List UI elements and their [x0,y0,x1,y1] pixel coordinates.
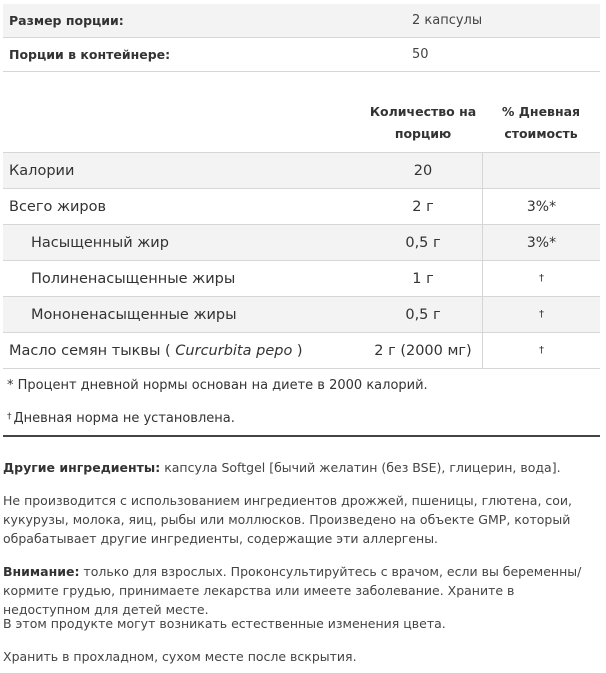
table-row [3,297,600,333]
nutrient-name: Всего жиров [9,198,107,215]
table-row [3,153,600,189]
nutrient-daily-value: † [482,297,600,332]
nutrient-name: Масло семян тыквы ( Curcurbita pepo ) [9,342,303,359]
storage-note: Хранить в прохладном, сухом месте после вскрытия. [3,649,357,664]
nutrient-daily-value [482,153,600,188]
table-header [3,92,600,153]
nutrient-daily-value: 3%* [482,225,600,260]
other-ingredients: Другие ингредиенты: капсула Softgel [бычий желатин (без BSE), глицерин, вода]. [3,460,561,475]
nutrient-name: Мононенасыщенные жиры [31,306,237,323]
nutrient-amount: 0,5 г [405,306,441,323]
supplement-facts-table [3,92,600,369]
nutrient-name: Полиненасыщенные жиры [31,270,236,287]
nutrient-name: Калории [9,162,75,179]
daily-value-footnote: * Процент дневной нормы основан на диете в 2000 калорий. [7,378,428,393]
daily-value-header: % Дневная стоимость [501,104,581,141]
servings-per-container-row [3,38,600,72]
dagger-footnote: † Дневная норма не установлена. [7,411,235,426]
footnotes [3,369,600,435]
latin-name: Curcurbita pepo [175,342,293,359]
nutrient-amount: 1 г [412,270,434,287]
servings-per-container-label: Порции в контейнере: [9,47,171,62]
table-row [3,189,600,225]
nutrient-name: Насыщенный жир [31,234,169,251]
nutrient-daily-value: 3%* [482,189,600,224]
warning-label: Внимание: [3,564,80,579]
nutrient-amount: 0,5 г [405,234,441,251]
table-row [3,333,600,369]
serving-info [3,4,600,72]
section-divider [3,435,600,437]
servings-per-container-value: 50 [412,47,429,62]
allergen-info: Не производится с использованием ингредиентов дрожжей, пшеницы, глютена, сои, кукурузы, молока, яиц, рыбы или моллюсков. Произведено на объекте GMP, который обрабатывает другие ингредиенты, содержащие эти аллергены. [3,493,573,546]
serving-size-label: Размер порции: [9,13,124,28]
nutrient-amount: 2 г [412,198,434,215]
amount-per-serving-header: Количество на порцию [369,104,477,141]
nutrient-amount: 2 г (2000 мг) [374,342,472,359]
other-ingredients-label: Другие ингредиенты: [3,460,161,475]
serving-size-value: 2 капсулы [412,13,483,28]
color-note: В этом продукте могут возникать естественные изменения цвета. [3,616,446,631]
serving-size-row [3,4,600,38]
warning: Внимание: только для взрослых. Проконсультируйтесь с врачом, если вы беременны/кормите грудью, принимаете лекарства или имеете заболевание. Храните в недоступном для детей месте. [3,564,582,617]
nutrient-daily-value: † [482,333,600,368]
nutrient-amount: 20 [413,162,433,179]
table-row [3,261,600,297]
nutrient-daily-value: † [482,261,600,296]
table-row [3,225,600,261]
